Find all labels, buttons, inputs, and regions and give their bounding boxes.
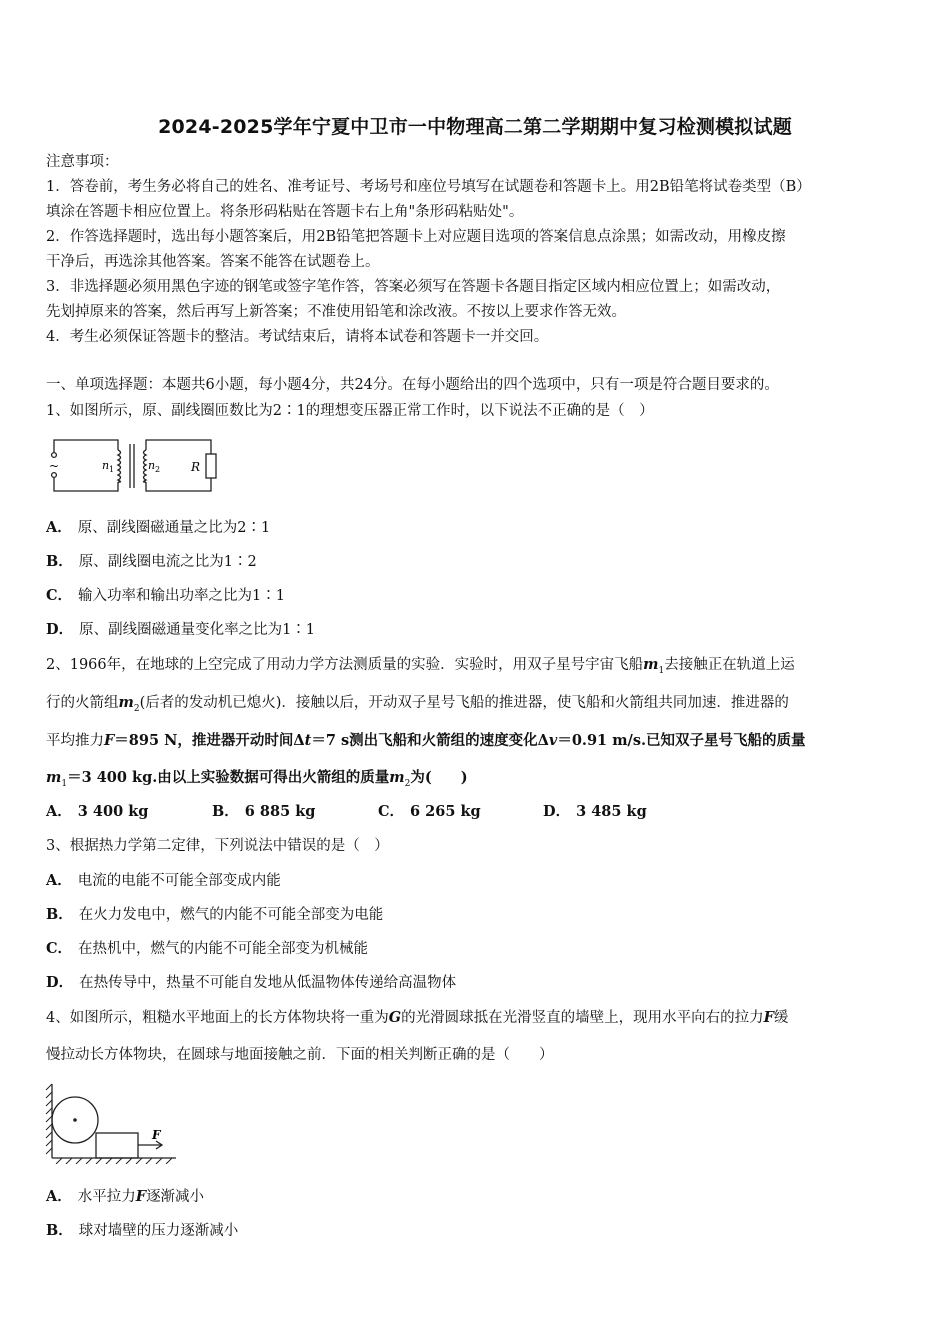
text: 行的火箭组 <box>46 695 119 711</box>
text: 缓 <box>773 1010 789 1026</box>
option-label: B． <box>46 553 73 570</box>
subscript: 2 <box>133 703 140 714</box>
option-text: 原、副线圈磁通量之比为2∶1 <box>77 520 271 536</box>
option-text: 6 265 kg <box>410 803 481 820</box>
option-label: B． <box>46 1222 73 1239</box>
var-F: F <box>135 1188 147 1205</box>
q2-option-c <box>378 802 481 822</box>
notice-line: 填涂在答题卡相应位置上。将条形码粘贴在答题卡右上角"条形码粘贴处"。 <box>46 204 524 220</box>
var-m: m <box>389 769 405 786</box>
option-text: 6 885 kg <box>244 803 316 820</box>
var-m: m <box>118 694 134 711</box>
option-label: B． <box>46 906 73 923</box>
n1-label: n <box>102 459 110 472</box>
option-text: 原、副线圈磁通量变化率之比为1∶1 <box>79 622 316 638</box>
n1-subscript: 1 <box>109 465 115 474</box>
text: ＝3 400 kg.由以上实验数据可得出火箭组的质量 <box>67 769 390 786</box>
ball-block-figure <box>44 1080 184 1164</box>
n2-label: n <box>148 459 156 472</box>
option-text: 水平拉力 <box>77 1189 136 1205</box>
q2-stem-line <box>46 768 468 794</box>
q4-option-a <box>46 1187 204 1207</box>
option-label: D． <box>46 974 74 991</box>
q1-option-b <box>46 552 257 572</box>
option-label: D． <box>543 803 571 820</box>
option-label: A． <box>46 803 72 820</box>
option-label: A． <box>46 872 72 889</box>
var-F: F <box>104 732 115 749</box>
var-t: t <box>304 732 312 749</box>
q2-option-d <box>543 802 647 822</box>
notice-line: 2．作答选择题时，选出每小题答案后，用2B铅笔把答题卡上对应题目选项的答案信息点涂黑；如需改动，用橡皮擦 <box>46 229 786 245</box>
notice-line: 4．考生必须保证答题卡的整洁。考试结束后，请将本试卷和答题卡一并交回。 <box>46 329 549 345</box>
q4-stem-line: 慢拉动长方体物块，在圆球与地面接触之前．下面的相关判断正确的是（ ） <box>46 1047 554 1063</box>
var-m: m <box>643 656 659 673</box>
notice-line: 3．非选择题必须用黑色字迹的钢笔或签字笔作答，答案必须写在答题卡各题目指定区域内相应位置上；如需改动， <box>46 279 781 295</box>
q4-stem-line <box>46 1008 788 1028</box>
notice-line: 干净后，再选涂其他答案。答案不能答在试题卷上。 <box>46 254 380 270</box>
var-v: v <box>548 732 558 749</box>
text: 4、如图所示，粗糙水平地面上的长方体物块将一重为 <box>46 1010 389 1026</box>
option-label: D． <box>46 621 74 638</box>
option-text: 3 485 kg <box>576 803 647 820</box>
text: 为( ) <box>410 769 468 786</box>
option-label: B． <box>212 803 239 820</box>
q3-option-a <box>46 871 281 891</box>
option-text: 原、副线圈电流之比为1∶2 <box>78 554 257 570</box>
option-text: 球对墙壁的压力逐渐减小 <box>78 1223 239 1239</box>
ac-source-symbol: ~ <box>49 459 60 473</box>
text: ＝0.91 m/s.已知双子星号飞船的质量 <box>557 732 806 749</box>
text: ＝895 N，推进器开动时间Δ <box>114 732 305 749</box>
section-heading: 一、单项选择题：本题共6小题，每小题4分，共24分。在每小题给出的四个选项中，只有一项是符合题目要求的。 <box>46 377 779 393</box>
var-G: G <box>388 1009 402 1026</box>
text: 去接触正在轨道上运 <box>664 657 795 673</box>
transformer-circuit-figure <box>44 434 224 498</box>
option-label: C． <box>46 940 73 957</box>
option-text: 在热机中，燃气的内能不可能全部变为机械能 <box>78 941 369 957</box>
q2-option-b <box>212 802 315 822</box>
option-text: 3 400 kg <box>77 803 149 820</box>
var-m: m <box>46 769 62 786</box>
option-label: C． <box>46 587 73 604</box>
var-F: F <box>763 1009 774 1026</box>
text: 2、1966年，在地球的上空完成了用动力学方法测质量的实验．实验时，用双子星号宇宙飞船 <box>46 657 644 673</box>
subscript: 1 <box>61 778 68 789</box>
q1-stem: 1、如图所示，原、副线圈匝数比为2∶1的理想变压器正常工作时，以下说法不正确的是（ ） <box>46 403 654 419</box>
q2-stem-line <box>46 731 806 751</box>
force-label: F <box>152 1128 161 1142</box>
text: ＝7 s测出飞船和火箭组的速度变化Δ <box>311 732 549 749</box>
q3-option-c <box>46 939 368 959</box>
notice-line: 1．答卷前，考生务必将自己的姓名、准考证号、考场号和座位号填写在试题卷和答题卡上。用2B铅笔将试卷类型（B） <box>46 179 811 195</box>
q2-stem-line <box>46 655 795 681</box>
q2-option-a <box>46 802 148 822</box>
option-text: 输入功率和输出功率之比为1∶1 <box>78 588 285 604</box>
text: (后者的发动机已熄火)．接触以后，开动双子星号飞船的推进器，使飞船和火箭组共同加速．推进器的 <box>139 695 789 711</box>
notice-heading: 注意事项： <box>46 154 119 170</box>
option-label: A． <box>46 1188 72 1205</box>
subscript: 1 <box>658 665 665 676</box>
q2-stem-line <box>46 693 789 719</box>
notice-line: 先划掉原来的答案，然后再写上新答案；不准使用铅笔和涂改液。不按以上要求作答无效。 <box>46 304 626 320</box>
q1-option-c <box>46 586 285 606</box>
option-label: A． <box>46 519 72 536</box>
text: 的光滑圆球抵在光滑竖直的墙壁上，现用水平向右的拉力 <box>401 1010 764 1026</box>
option-label: C． <box>378 803 405 820</box>
q4-option-b <box>46 1221 238 1241</box>
subscript: 2 <box>404 778 411 789</box>
resistor-label: R <box>191 460 201 474</box>
n2-subscript: 2 <box>155 465 161 474</box>
q3-option-d <box>46 973 456 993</box>
q3-option-b <box>46 905 383 925</box>
q3-stem: 3、根据热力学第二定律，下列说法中错误的是（ ） <box>46 838 389 854</box>
q1-option-d <box>46 620 315 640</box>
option-text: 在火力发电中，燃气的内能不可能全部变为电能 <box>78 907 384 923</box>
page-title: 2024-2025学年宁夏中卫市一中物理高二第二学期期中复习检测模拟试题 <box>158 116 792 138</box>
option-text: 在热传导中，热量不可能自发地从低温物体传递给高温物体 <box>79 975 457 991</box>
q1-option-a <box>46 518 270 538</box>
option-text: 电流的电能不可能全部变成内能 <box>77 873 281 889</box>
text: 平均推力 <box>46 733 104 749</box>
option-text: 逐渐减小 <box>146 1189 205 1205</box>
